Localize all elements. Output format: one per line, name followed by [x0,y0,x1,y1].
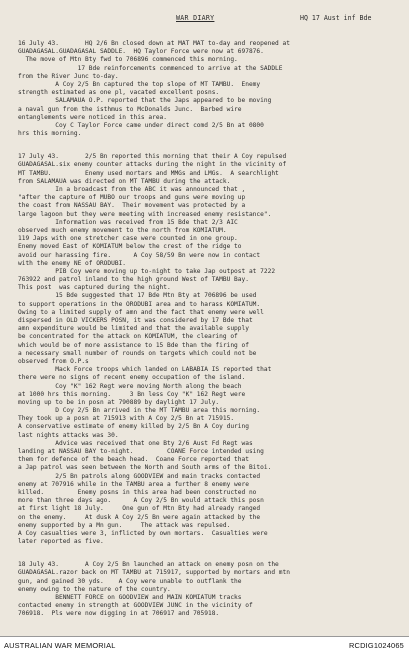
entry-line: from SALAMAUA was directed on MT TAMBU during the attack. [18,177,231,185]
archive-footer [0,636,409,654]
entry-line: 15 Bde suggested that 17 Bde Mtn Bty at 706896 be used [18,292,257,300]
entry-line: from the River Junc to-day. [18,72,119,80]
entry-line: 2/5 Bn patrols along GOODVIEW and main tracks contacted [18,472,261,480]
entry-line: large lagoon but they were meeting with increased enemy resistance". [18,210,272,218]
entry-line: more than three days ago. A Coy 2/5 Bn would attack this posn [18,497,264,505]
entry-line: "after the capture of MUBO our troops and guns were moving up [18,194,246,202]
entry-line: Enemy moved East of KOMIATUM below the crest of the ridge to [18,243,242,251]
entry-line: In a broadcast from the ABC it was announced that , [18,186,246,193]
entry-line: This post was captured during the night. [18,284,171,292]
archive-name: AUSTRALIAN WAR MEMORIAL [4,641,116,650]
entry-line: to support operations in the ORODUBI area and to harass KOMIATUM. [18,300,261,308]
entry-line: gun, and gained 30 yds. A Coy were unable to outflank the [18,577,242,585]
entry-line: amn expenditure would be limited and that the available supply [18,325,249,333]
diary-entry [18,561,400,618]
entry-line: strength estimated as one pl, vacated excellent posns. [18,89,220,97]
entry-line: 18 July 43. A Coy 2/5 Bn launched an attack on enemy posn on the [18,561,279,569]
document-id: RCDIG1024065 [349,641,404,650]
entry-line: at first light 18 July. One gun of Mtn Bty had already ranged [18,505,261,513]
entry-line: observed from O.P.s [18,357,89,365]
entry-line: Owing to a limited supply of amn and the fact that enemy were well [18,308,264,316]
entry-line: dispersed in OLD VICKERS POSN, it was considered by 17 Bde that [18,317,253,324]
unit-name: HQ 17 Aust inf Bde [300,14,372,22]
entry-line: there were no signs of recent enemy occupation of the island. [18,374,246,382]
entry-line: 763922 and patrol inland to the high ground West of TAMBU Bay. [18,276,249,284]
entry-line: killed. Enemy posns in this area had been constructed no [18,488,257,496]
entry-line: enemy supported by a Mn gun. The attack was repulsed. [18,521,231,529]
entry-line: entanglements were noticed in this area. [18,113,168,121]
entry-line: MT TAMBU. Enemy used mortars and MMGs and LMGs. A searchlight [18,169,279,177]
entry-line: PIB Coy were moving up to-night to take Jap outpost at 7222 [18,267,276,275]
entry-line: which would be of more assistance to 15 Bde than the firing of [18,341,249,349]
entry-line: SALAMAUA O.P. reported that the Japs appeared to be moving [18,97,272,105]
entry-line: 119 Japs with one stretcher case were counted in one group. [18,235,238,243]
entry-line: Information was received from 15 Bde that 2/3 AIC [18,218,238,226]
entry-line: a necessary small number of rounds on targets which could not be [18,349,257,357]
entry-line: a Jap patrol was seen between the North and South arms of the Bitoi. [18,464,272,472]
diary-entry [18,40,400,138]
entry-line: last nights attacks was 30. [18,431,119,439]
entry-line: be concentrated for the attack on KOMIATUM, the clearing of [18,333,238,341]
entry-line: Coy C Taylor Force came under direct comd 2/5 Bn at 0800 [18,121,264,129]
entry-line: Mack Force troops which landed on LABABIA IS reported that [18,366,272,374]
diary-entries [18,40,400,634]
entry-line: GUADAGASAL.razor back on MT TAMBU at 715917, supported by mortars and mtn [18,569,290,577]
entry-line: They took up a posn at 715913 with A Coy 2/5 Bn at 715915. [18,415,235,423]
entry-line: avoid our harassing fire. A Coy 58/59 Bn were now in contact [18,251,261,259]
diary-entry [18,153,400,546]
entry-line: hrs this morning. [18,130,82,138]
entry-line: GUADAGASAL.six enemy counter attacks during the night in the vicinity of [18,161,287,169]
entry-line: A Coy 2/5 Bn captured the top slope of MT TAMBU. Enemy [18,80,261,88]
page-title: WAR DIARY [176,14,215,22]
entry-line: observed much enemy movement to the north from KOMIATUM. [18,226,227,234]
entry-line: later reported as five. [18,538,104,546]
entry-line: with the enemy NE of ORODUBI. [18,259,127,267]
entry-line: the coast from NASSAU BAY. Their movement was protected by a [18,202,246,210]
entry-line: 17 July 43. 2/5 Bn reported this morning that their A Coy repulsed [18,153,287,161]
entry-line: at 1000 hrs this morning. 3 Bn less Coy "K" 162 Regt were [18,390,246,398]
entry-line: contacted enemy in strength at GOODVIEW JUNC in the vicinity of [18,602,253,610]
entry-line: 16 July 43. HQ 2/6 Bn closed down at MAT MAT to-day and reopened at [18,40,290,47]
entry-line: them for defence of the beach head. Coane Force reported that [18,456,249,464]
entry-line: a naval gun from the isthmus to McDonalds Junc. Barbed wire [18,105,242,113]
entry-line: A Coy casualties were 3, inflicted by own mortars. Casualties were [18,529,268,537]
entry-line: on the enemy. At dusk A Coy 2/5 Bn were again attacked by the [18,513,261,521]
entry-line: enemy owing to the nature of the country. [18,585,171,593]
page-header [0,14,409,24]
entry-line: D Coy 2/5 Bn arrived in the MT TAMBU area this morning. [18,407,261,415]
entry-line: BENNETT FORCE on GOODVIEW and MAIN KOMIATUM tracks [18,594,242,601]
entry-line: 706918. Pls were now digging in at 706917 and 705918. [18,610,220,618]
entry-line: The move of Mtn Bty fwd to 706896 commenced this morning. [18,56,238,64]
entry-line: A conservative estimate of enemy killed by 2/5 Bn A Coy during [18,423,249,431]
entry-line: 17 Bde reinforcements commenced to arrive at the SADDLE [18,64,283,72]
entry-line: Coy "K" 162 Regt were moving North along the beach [18,382,242,390]
entry-line: moving up to be in posn at 790889 by daylight 17 July. [18,398,220,406]
entry-line: landing at NASSAU BAY to-night. COANE Force intended using [18,448,264,455]
entry-line: enemy at 707916 while in the TAMBU area a further 8 enemy were [18,480,249,488]
entry-line: GUADAGASAL.GUADAGASAL SADDLE. HQ Taylor Force were now at 697876. [18,48,264,56]
entry-line: Advice was received that one Bty 2/6 Aust Fd Regt was [18,439,253,447]
